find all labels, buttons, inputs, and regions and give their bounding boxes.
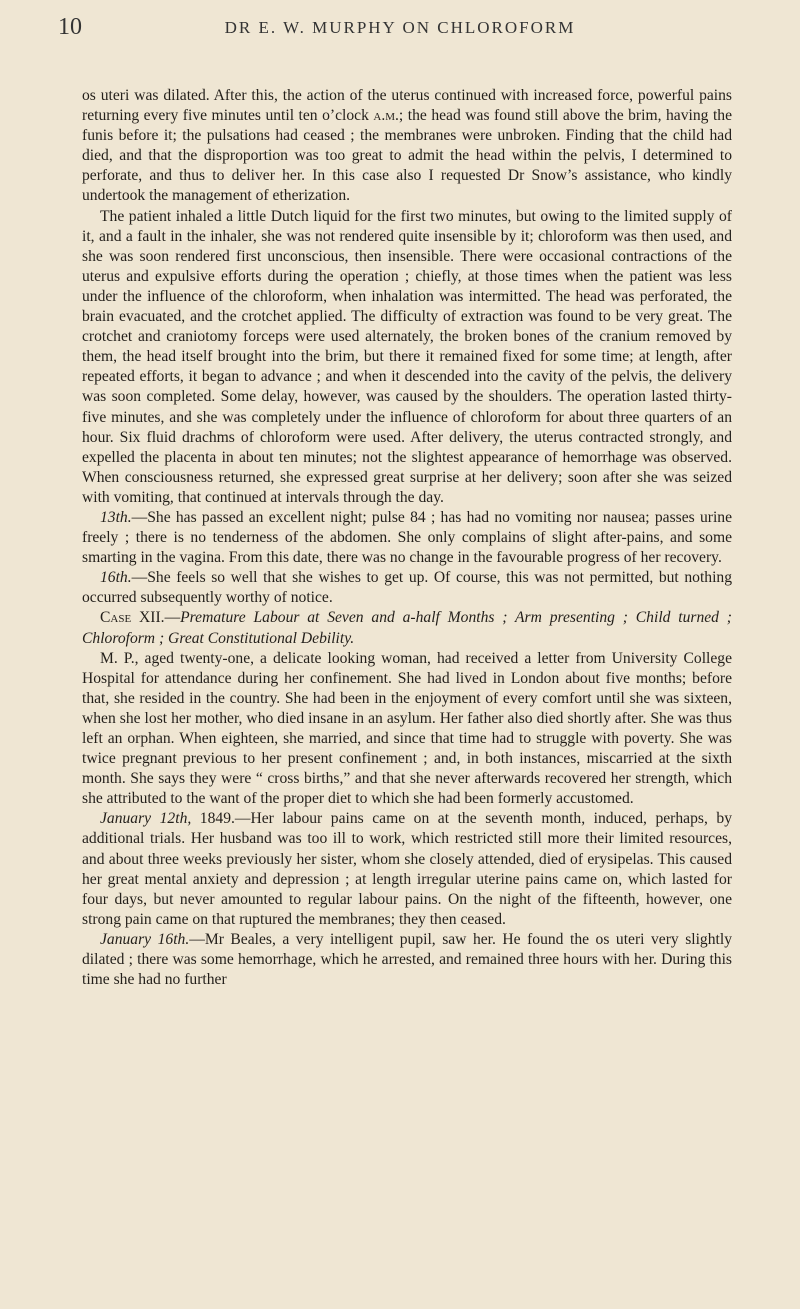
paragraph-6: [82, 809, 732, 930]
page-number: 10: [58, 14, 82, 40]
paragraph-text: —She feels so well that she wishes to get up. Of course, this was not permitted, but nothing occurred subsequently worthy of notice.: [82, 569, 732, 607]
paragraph-text: ; the head was found still above the brim, having the funis before it; the pulsations had ceased ; the membranes were unbroken. Finding that the child had died, and that the disproportion was too great to admit the head within the pelvis, I determined to perforate, and thus to deliver her. In this case also I requested Dr Snow’s assistance, who kindly undertook the management of etherization.: [82, 107, 732, 205]
paragraph-2: [82, 207, 732, 508]
paragraph-5: [82, 649, 732, 810]
paragraph-text: —She has passed an excellent night; pulse 84 ; has had no vomiting nor nausea; passes urine freely ; there is no tenderness of the abdomen. She only complains of slight after-pains, and some smarting in the vagina. From this date, there was no change in the favourable progress of her recovery.: [82, 508, 732, 567]
date-label: 16th.: [100, 569, 132, 587]
paragraph-text: os uteri was dilated. After this, the action of the uterus continued with increased force, powerful pains returning every five minutes until ten o’clock: [82, 87, 732, 125]
date-label: January 12th,: [100, 810, 192, 828]
paragraph-text: The patient inhaled a little Dutch liquid for the first two minutes, but owing to the limited supply of it, and a fault in the inhaler, she was not rendered quite insensible by it; chloroform was then used, and she was soon rendered first unconscious, then insensible. There were occasional contractions of the uterus and expulsive efforts during the operation ; chiefly, at those times when the patient was less under the influence of the chloroform, when inhalation was intermitted. The head was perforated, the brain evacuated, and the crotchet applied. The difficulty of extraction was found to be very great. The crotchet and craniotomy forceps were used alternately, the broken bones of the cranium removed by them, the head itself brought into the brim, but there it remained fixed for some time; at length, after repeated efforts, it began to advance ; and when it descended into the cavity of the pelvis, the delivery was soon completed. Some delay, however, was caused by the shoulders. The operation lasted thirty-five minutes, and she was completely under the influence of chloroform for about three quarters of an hour. Six fluid drachms of chloroform were used. After delivery, the uterus contracted strongly, and expelled the placenta in about ten minutes; not the slightest appearance of hemorrhage was observed. When consciousness returned, she expressed great surprise at her delivery; soon after she was seized with vomiting, that continued at intervals through the day.: [82, 207, 732, 506]
paragraph-text: —Mr Beales, a very intelligent pupil, saw her. He found the os uteri very slightly dilated ; there was some hemorrhage, which he arrested, and remained three hours with her. During this time she had no further: [82, 930, 732, 989]
paragraph-3: [82, 508, 732, 568]
running-head: DR E. W. MURPHY ON CHLOROFORM: [224, 18, 576, 37]
paragraph-1: [82, 86, 732, 207]
paragraph-4: [82, 568, 732, 608]
body-text: [82, 86, 732, 990]
time-marker: a.m.: [373, 107, 399, 125]
case-dash: —: [164, 609, 181, 627]
paragraph-7: [82, 930, 732, 990]
paragraph-text: 1849.—Her labour pains came on at the seventh month, induced, perhaps, by additional trials. Her husband was too ill to work, which restricted still more their limited resources, and about three weeks previously her sister, whom she closely attended, died of erysipelas. This caused her great mental anxiety and depression ; at length irregular uterine pains came on, which lasted for four days, but never amounted to regular labour pains. On the night of the fifteenth, however, one strong pain came on that ruptured the membranes; they then ceased.: [82, 810, 732, 928]
paragraph-text: M. P., aged twenty-one, a delicate looking woman, had received a letter from University College Hospital for attendance during her confinement. She had lived in London about five months; before that, she resided in the country. She had been in the enjoyment of every comfort until she was sixteen, when she lost her mother, who died insane in an asylum. Her father also died shortly after. She was thus left an orphan. When eighteen, she married, and since that time had to struggle with poverty. She was twice pregnant previous to her present confinement ; and, in both instances, miscarried at the sixth month. She says they were “ cross births,” and that she never afterwards recovered her strength, which she attributed to the want of the proper diet to which she had been formerly accustomed.: [82, 649, 732, 808]
date-label: 13th.: [100, 508, 132, 526]
page-header: [58, 14, 742, 48]
date-label: January 16th.: [100, 930, 190, 948]
case-label: Case XII.: [100, 609, 165, 627]
case-heading: [82, 608, 732, 648]
case-title: Premature Labour at Seven and a-half Months ; Arm presenting ; Child turned ; Chloroform ; Great Constitutional Debility.: [82, 609, 732, 647]
